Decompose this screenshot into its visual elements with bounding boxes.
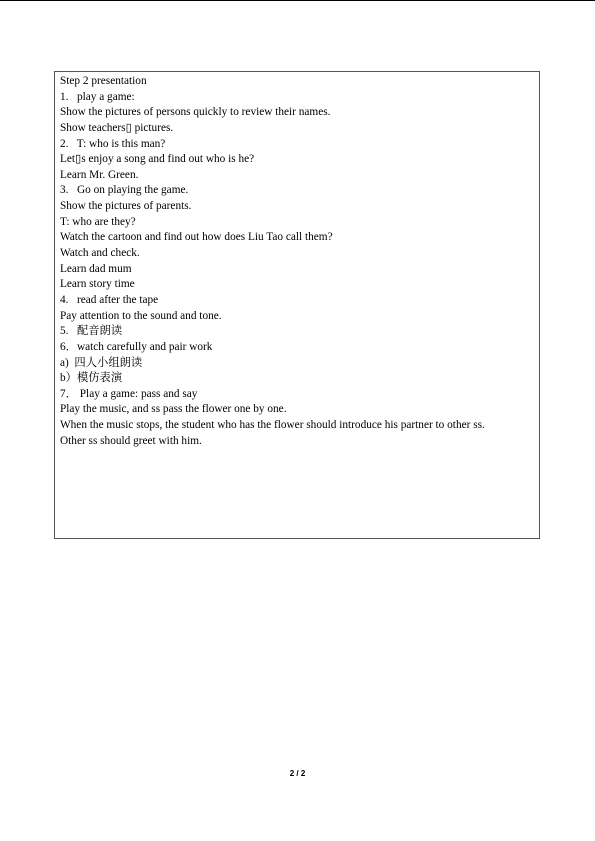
lesson-line: 6．watch carefully and pair work: [60, 340, 213, 353]
lesson-text: [60, 74, 538, 449]
lesson-line: 5. 配音朗读: [60, 325, 123, 338]
lesson-line: Play the music, and ss pass the flower one by one.: [60, 403, 287, 416]
lesson-line: Learn Mr. Green.: [60, 168, 139, 181]
lesson-line: Learn dad mum: [60, 262, 132, 275]
step-heading: Step 2 presentation: [60, 75, 147, 87]
lesson-line: Watch the cartoon and find out how does Liu Tao call them?: [60, 231, 333, 244]
lesson-line: b）模仿表演: [60, 372, 123, 385]
header-rule: [0, 0, 595, 1]
lesson-line: a) 四人小组朗读: [60, 356, 143, 369]
lesson-line: 2. T: who is this man?: [60, 137, 166, 150]
lesson-line: Other ss should greet with him.: [60, 434, 202, 447]
page-number: 2 / 2: [289, 769, 306, 778]
lesson-line: Show the pictures of persons quickly to review their names.: [60, 106, 331, 119]
lesson-line: Learn story time: [60, 278, 135, 291]
lesson-line: Show the pictures of parents.: [60, 200, 192, 213]
lesson-line: Watch and check.: [60, 247, 140, 260]
lesson-line: Let▯s enjoy a song and find out who is he?: [60, 153, 255, 166]
lesson-line: T: who are they?: [60, 215, 136, 228]
lesson-line: When the music stops, the student who has the flower should introduce his partner to other ss.: [60, 419, 485, 432]
lesson-line: Pay attention to the sound and tone.: [60, 309, 222, 322]
lesson-content-box: [54, 71, 540, 539]
lesson-line: Show teachers▯ pictures.: [60, 121, 174, 134]
lesson-line: 3. Go on playing the game.: [60, 184, 189, 197]
lesson-line: 1. play a game:: [60, 90, 135, 103]
lesson-line: 7． Play a game: pass and say: [60, 387, 198, 400]
lesson-line: 4. read after the tape: [60, 293, 159, 306]
